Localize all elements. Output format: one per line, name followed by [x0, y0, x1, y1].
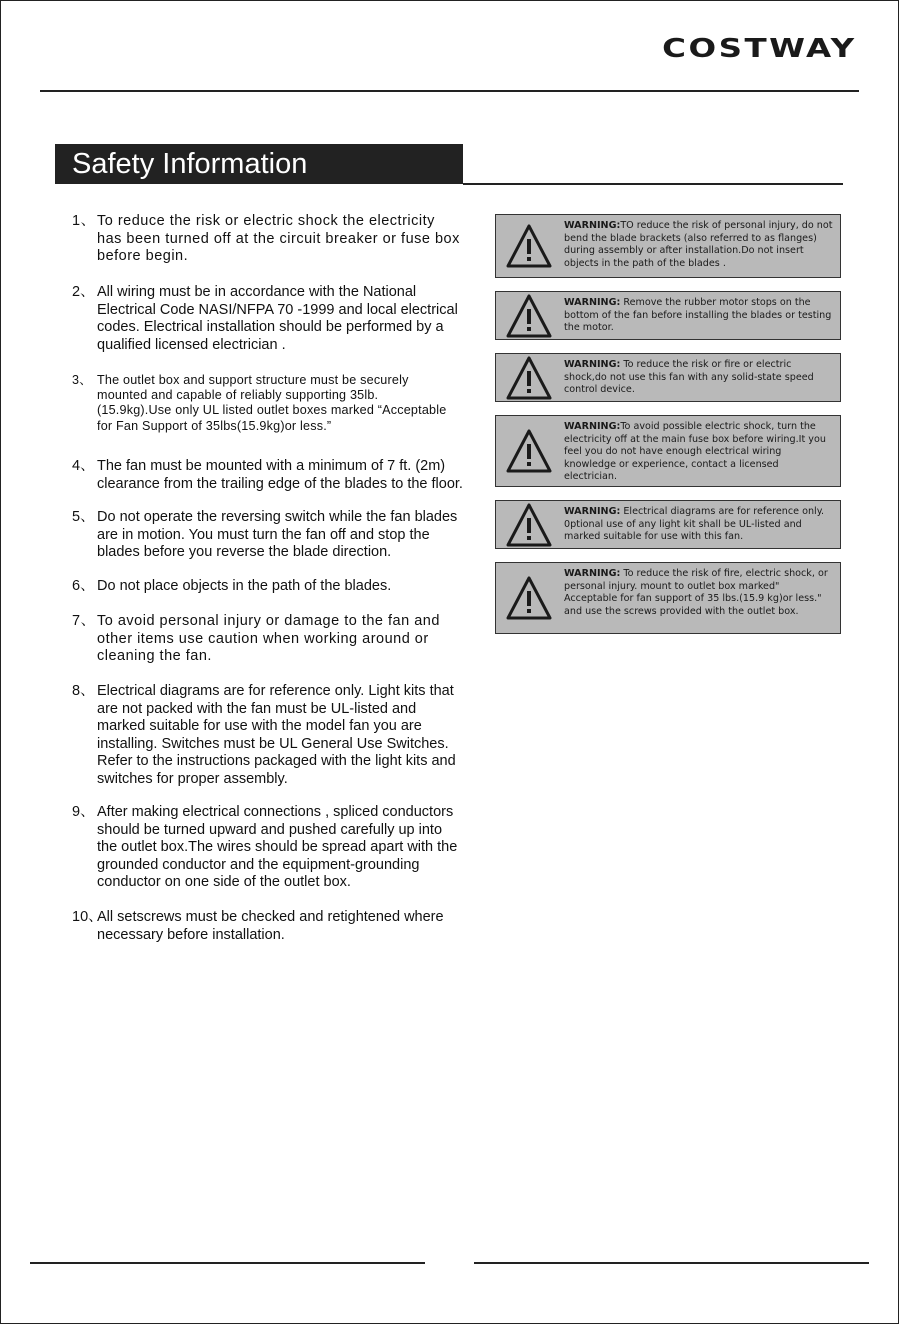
safety-item-7	[72, 613, 464, 666]
warning-text	[564, 220, 834, 270]
warning-label: WARNING:	[564, 506, 621, 517]
warning-text	[564, 506, 834, 544]
warning-text	[564, 359, 834, 397]
warning-box-4	[495, 415, 841, 487]
title-divider	[463, 183, 843, 185]
item-text: Do not operate the reversing switch while the fan blades are in motion. You must turn the fan off and stop the blades before you reverse the blade direction.	[97, 509, 458, 560]
item-number: 7、	[72, 613, 96, 629]
warning-box-3	[495, 353, 841, 402]
warning-triangle-icon	[506, 355, 552, 401]
item-number: 2、	[72, 284, 95, 300]
item-text: All setscrews must be checked and retightened where necessary before installation.	[97, 909, 444, 943]
item-text: Do not place objects in the path of the blades.	[97, 578, 392, 594]
footer-divider-left	[30, 1262, 425, 1264]
warning-label: WARNING:	[564, 568, 621, 579]
warning-body: To reduce the risk of fire, electric shock, or personal injury. mount to outlet box marked" Acceptable for fan support of 35 lbs.(15.9 kg)or less." and use the screws provided with the outlet box.	[564, 568, 828, 617]
warning-label: WARNING:	[564, 220, 621, 231]
section-title: Safety Information	[55, 144, 463, 184]
item-text: To avoid personal injury or damage to the fan and other items use caution when working around or cleaning the fan.	[97, 613, 440, 664]
warning-body: Electrical diagrams are for reference only. 0ptional use of any light kit shall be UL-listed and marked suitable for use with this fan.	[564, 506, 825, 543]
warning-text	[564, 297, 834, 335]
item-number: 8、	[72, 683, 95, 699]
item-text: All wiring must be in accordance with the National Electrical Code NASI/NFPA 70 -1999 and local electrical codes. Electrical installation should be performed by a qualified licensed electrician .	[97, 284, 458, 353]
warning-label: WARNING:	[564, 297, 621, 308]
warning-body: Remove the rubber motor stops on the bottom of the fan before installing the blades or testing the motor.	[564, 297, 832, 334]
safety-item-8	[72, 683, 464, 788]
warning-box-5	[495, 500, 841, 549]
warning-box-1	[495, 214, 841, 278]
item-number: 4、	[72, 458, 95, 474]
safety-item-4	[72, 458, 464, 493]
item-text: After making electrical connections , spliced conductors should be turned upward and pushed carefully up into the outlet box.The wires should be spread apart with the grounded conductor and the equipment-grounding conductor on one side of the outlet box.	[97, 804, 458, 890]
safety-item-10	[72, 909, 464, 944]
footer-divider-right	[474, 1262, 869, 1264]
warning-text	[564, 421, 834, 484]
warning-triangle-icon	[506, 502, 552, 548]
safety-item-9	[72, 804, 464, 892]
warning-body: TO reduce the risk of personal injury, do not bend the blade brackets (also referred to as flanges) during assembly or after installation.Do not insert objects in the path of the blades .	[564, 220, 833, 269]
warning-triangle-icon	[506, 223, 552, 269]
brand-logo: COSTWAY	[662, 34, 857, 64]
warning-body: To avoid possible electric shock, turn the electricity off at the main fuse box before wiring.It you feel you do not have enough electrical wiring knowledge or experience, contact a licensed electrician.	[564, 421, 826, 483]
header-divider	[40, 90, 859, 92]
warning-label: WARNING:	[564, 421, 621, 432]
warning-label: WARNING:	[564, 359, 621, 370]
item-number: 5、	[72, 509, 95, 525]
warning-text	[564, 568, 834, 618]
safety-item-6	[72, 578, 464, 596]
item-number: 10、	[72, 909, 103, 925]
warning-body: To reduce the risk or fire or electric shock,do not use this fan with any solid-state speed control device.	[564, 359, 814, 396]
safety-item-5	[72, 509, 464, 562]
safety-item-3	[72, 373, 452, 434]
warning-box-2	[495, 291, 841, 340]
warning-triangle-icon	[506, 428, 552, 474]
warning-triangle-icon	[506, 575, 552, 621]
item-number: 3、	[72, 373, 92, 387]
safety-item-2	[72, 284, 472, 354]
item-number: 1、	[72, 213, 96, 229]
warning-triangle-icon	[506, 293, 552, 339]
item-text: To reduce the risk or electric shock the electricity has been turned off at the circuit breaker or fuse box before begin.	[97, 213, 460, 264]
item-number: 9、	[72, 804, 95, 820]
item-text: The fan must be mounted with a minimum of 7 ft. (2m) clearance from the trailing edge of the blades to the floor.	[97, 458, 463, 492]
warning-box-6	[495, 562, 841, 634]
item-text: The outlet box and support structure must be securely mounted and capable of reliably supporting 35lb.(15.9kg).Use only UL listed outlet boxes marked “Acceptable for Fan Support of 35lbs(15.9kg)or less.”	[97, 373, 447, 433]
safety-item-1	[72, 213, 464, 266]
item-text: Electrical diagrams are for reference only. Light kits that are not packed with the fan must be UL-listed and marked suitable for use with the model fan you are installing. Switches must be UL General Use Switches. Refer to the instructions packaged with the light kits and switches for proper assembly.	[97, 683, 456, 787]
item-number: 6、	[72, 578, 95, 594]
